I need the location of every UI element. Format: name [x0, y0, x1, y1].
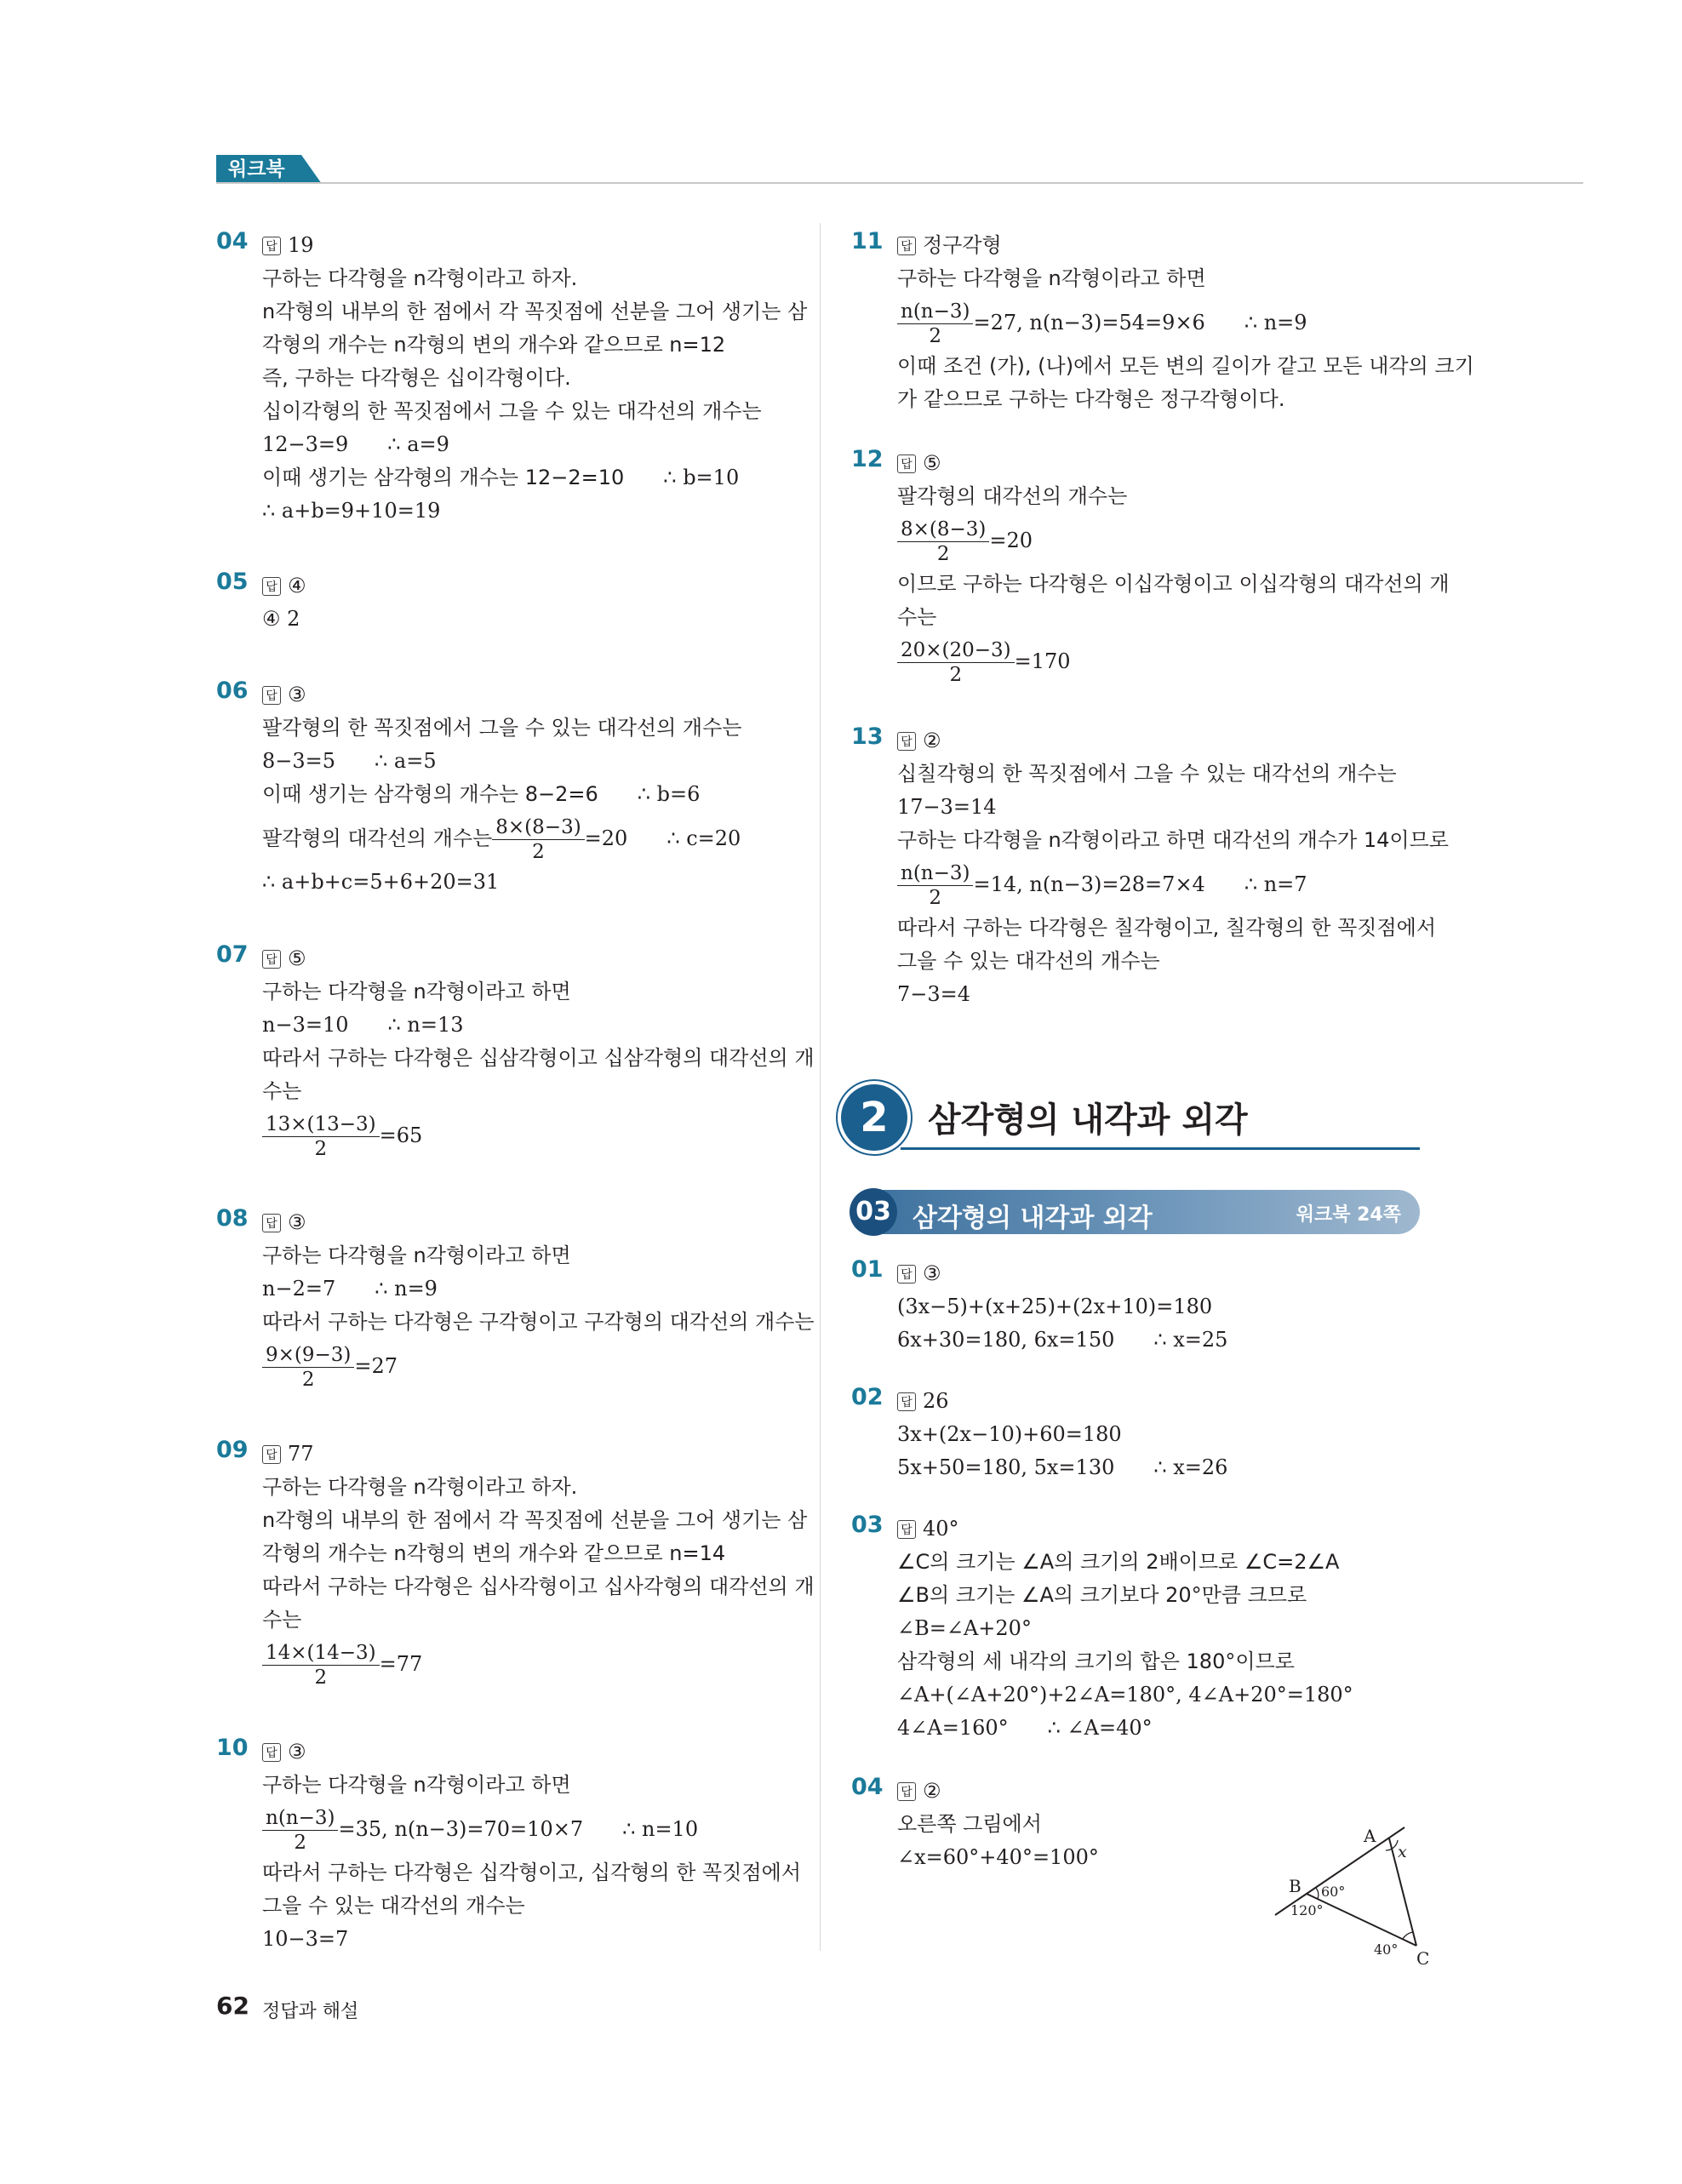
workbook-tag: 워크북 [216, 155, 301, 184]
text-line: 따라서 구하는 다각형은 십삼각형이고 십삼각형의 대각선의 개 [262, 1046, 815, 1070]
fraction [262, 1343, 354, 1392]
math-line: ∠B=∠A+20° [897, 1616, 1032, 1640]
math-line: ∴ a+b+c=5+6+20=31 [262, 870, 500, 894]
fraction [262, 1641, 380, 1689]
math-line [897, 1451, 1425, 1484]
math-line [897, 1324, 1425, 1357]
text-line: ④ 2 [262, 607, 300, 631]
fraction-line [262, 1637, 790, 1691]
answer: 정구각형 [923, 233, 1002, 257]
text-line: 십이각형의 한 꼭짓점에서 그을 수 있는 대각선의 개수는 [262, 399, 762, 423]
expr: 12−3=9 [262, 432, 349, 456]
answer-badge: 답 [897, 455, 916, 473]
vertex-label-c: C [1416, 1948, 1430, 1966]
answer-line [897, 1256, 1425, 1290]
section-number: 03 [850, 1188, 897, 1236]
result: =65 [379, 1123, 423, 1147]
fraction [897, 861, 973, 910]
math-line [262, 428, 790, 461]
conclusion: ∴ n=7 [1244, 872, 1307, 896]
result: =20 [584, 826, 628, 850]
text-line: 구하는 다각형을 n각형이라고 하면 [262, 980, 571, 1003]
chapter-heading [841, 1081, 1437, 1158]
answer: ② [923, 1779, 941, 1803]
fraction-line [262, 1802, 790, 1856]
conclusion: ∴ x=26 [1153, 1455, 1228, 1479]
problem-number: 01 [851, 1256, 884, 1283]
text-line: 구하는 다각형을 n각형이라고 하자. [262, 266, 578, 290]
answer-line [897, 446, 1425, 480]
fraction [262, 1112, 380, 1161]
math-line: 10−3=7 [262, 1927, 349, 1951]
text-line: 그을 수 있는 대각선의 개수는 [897, 949, 1160, 973]
math-line: (3x−5)+(x+25)+(2x+10)=180 [897, 1295, 1213, 1318]
problem-number: 07 [216, 941, 249, 968]
section-bar [851, 1190, 1420, 1234]
conclusion: ∴ n=13 [387, 1013, 464, 1037]
conclusion: ∴ n=9 [375, 1277, 438, 1301]
answer-line [897, 1384, 1425, 1418]
text-line: n각형의 내부의 한 점에서 각 꼭짓점에 선분을 그어 생기는 삼 [262, 1508, 808, 1532]
answer: ③ [923, 1261, 941, 1285]
text-line: 구하는 다각형을 n각형이라고 하면 [262, 1773, 571, 1797]
answer-badge: 답 [262, 950, 281, 969]
angle-label-x: x [1398, 1843, 1407, 1861]
text-line: 가 같으므로 구하는 다각형은 정구각형이다. [897, 387, 1285, 411]
numerator: 14×(14−3) [262, 1641, 380, 1666]
text-line: 수는 [897, 605, 937, 629]
math-line [262, 461, 790, 495]
denominator: 2 [929, 886, 942, 909]
expr: 5x+50=180, 5x=130 [897, 1455, 1115, 1479]
expr: n−3=10 [262, 1013, 349, 1037]
answer: ⑤ [923, 451, 941, 475]
text-line: 각형의 개수는 n각형의 변의 개수와 같으므로 n=14 [262, 1541, 726, 1565]
result: =27 [354, 1354, 398, 1378]
problem-number: 06 [216, 677, 249, 704]
text-line: 삼각형의 세 내각의 크기의 합은 180°이므로 [897, 1649, 1295, 1673]
numerator: n(n−3) [897, 300, 973, 324]
conclusion: ∴ ∠A=40° [1047, 1716, 1153, 1740]
math-line: ∠A+(∠A+20°)+2∠A=180°, 4∠A+20°=180° [897, 1683, 1353, 1707]
answer-badge: 답 [262, 1214, 281, 1232]
denominator: 2 [301, 1368, 315, 1391]
denominator: 2 [936, 542, 950, 565]
fraction-line [897, 513, 1425, 568]
text-line: 이때 조건 (가), (나)에서 모든 변의 길이가 같고 모든 내각의 크기 [897, 354, 1474, 378]
conclusion: ∴ a=5 [375, 749, 437, 773]
conclusion: ∴ n=9 [1244, 311, 1307, 334]
fraction [897, 300, 973, 348]
expr: 6x+30=180, 6x=150 [897, 1328, 1115, 1352]
problem-number: 02 [851, 1384, 884, 1410]
column-divider [820, 223, 821, 1951]
answer: 26 [923, 1389, 949, 1413]
text-line: 따라서 구하는 다각형은 십각형이고, 십각형의 한 꼭짓점에서 [262, 1861, 802, 1884]
text-line: 각형의 개수는 n각형의 변의 개수와 같으므로 n=12 [262, 333, 726, 357]
footer-title: 정답과 해설 [262, 2001, 359, 2022]
answer-badge: 답 [262, 237, 281, 255]
math-line: 17−3=14 [897, 795, 997, 819]
problem-number: 09 [216, 1437, 249, 1463]
text-line: 구하는 다각형을 n각형이라고 하면 [897, 266, 1206, 290]
answer-line [262, 1205, 790, 1239]
text-line: 이므로 구하는 다각형은 이십각형이고 이십각형의 대각선의 개 [897, 572, 1450, 596]
result: =14, n(n−3)=28=7×4 [973, 872, 1205, 896]
denominator: 2 [949, 663, 963, 686]
text-line: 구하는 다각형을 n각형이라고 하면 대각선의 개수가 14이므로 [897, 828, 1449, 852]
answer-badge: 답 [262, 686, 281, 705]
math-line [897, 1712, 1425, 1745]
numerator: n(n−3) [262, 1806, 338, 1831]
fraction [262, 1806, 338, 1855]
conclusion: ∴ n=10 [622, 1817, 699, 1841]
problem-number: 11 [851, 228, 884, 254]
answer-line [897, 1512, 1425, 1546]
answer-badge: 답 [262, 577, 281, 596]
page-number: 62 [216, 1992, 249, 2020]
answer: ③ [288, 683, 306, 706]
fraction-line [262, 1108, 790, 1163]
fraction-line [262, 1339, 790, 1393]
numerator: 9×(9−3) [262, 1343, 354, 1368]
answer-badge: 답 [262, 1445, 281, 1464]
angle-label-c-interior: 40° [1374, 1941, 1399, 1958]
text-line: 그을 수 있는 대각선의 개수는 [262, 1894, 525, 1918]
answer: 77 [288, 1442, 314, 1466]
answer: ③ [288, 1210, 306, 1234]
text-line: 구하는 다각형을 n각형이라고 하자. [262, 1475, 578, 1499]
fraction-line [262, 811, 790, 866]
chapter-number: 2 [841, 1084, 907, 1151]
angle-label-b-interior: 60° [1321, 1884, 1346, 1900]
header-rule [216, 182, 1583, 184]
result: =35, n(n−3)=70=10×7 [338, 1817, 584, 1841]
result: =20 [989, 529, 1033, 552]
text-line: 수는 [262, 1079, 302, 1103]
text-line: 구하는 다각형을 n각형이라고 하면 [262, 1244, 571, 1267]
numerator: 8×(8−3) [492, 815, 584, 840]
math-line: ∠x=60°+40°=100° [897, 1845, 1099, 1869]
numerator: 8×(8−3) [897, 517, 989, 542]
answer-badge: 답 [897, 732, 916, 751]
angle-arc-c [1403, 1932, 1413, 1939]
math-line [262, 745, 790, 778]
answer-line [262, 677, 790, 712]
section-reference: 워크북 24쪽 [1296, 1204, 1401, 1226]
workbook-tag-tail [301, 155, 322, 184]
denominator: 2 [314, 1137, 328, 1160]
math-line: 7−3=4 [897, 982, 971, 1006]
angle-arc-b [1316, 1888, 1319, 1899]
answer-line [262, 1735, 790, 1769]
answer-line [897, 723, 1425, 758]
problem-number: 04 [216, 228, 249, 254]
text-line: 수는 [262, 1608, 302, 1632]
answer-line [897, 228, 1425, 262]
text-line: 팔각형의 한 꼭짓점에서 그을 수 있는 대각선의 개수는 [262, 716, 742, 740]
expr: n−2=7 [262, 1277, 336, 1301]
expr: 8−3=5 [262, 749, 336, 773]
conclusion: ∴ a=9 [387, 432, 449, 456]
problem-number: 05 [216, 569, 249, 595]
math-line [262, 1272, 790, 1306]
label: 팔각형의 대각선의 개수는 [262, 826, 493, 850]
answer: ② [923, 729, 941, 752]
expr: 이때 생기는 삼각형의 개수는 12−2=10 [262, 466, 625, 489]
result: =77 [379, 1652, 423, 1676]
vertex-label-a: A [1364, 1826, 1376, 1846]
text-line: 오른쪽 그림에서 [897, 1812, 1042, 1836]
numerator: 20×(20−3) [897, 638, 1015, 663]
answer-line [262, 1437, 790, 1471]
text-line: n각형의 내부의 한 점에서 각 꼭짓점에 선분을 그어 생기는 삼 [262, 300, 808, 323]
text-line: 따라서 구하는 다각형은 구각형이고 구각형의 대각선의 개수는 [262, 1310, 815, 1334]
problem-number: 12 [851, 446, 884, 472]
conclusion: ∴ b=6 [637, 782, 701, 806]
answer-line [262, 569, 790, 603]
fraction [897, 517, 989, 566]
fraction [492, 815, 584, 864]
answer: 19 [288, 233, 314, 257]
problem-number: 04 [851, 1774, 884, 1800]
answer-badge: 답 [897, 1265, 916, 1284]
denominator: 2 [294, 1831, 307, 1854]
triangle-figure [1260, 1787, 1430, 1966]
denominator: 2 [532, 840, 545, 863]
text-line: 팔각형의 대각선의 개수는 [897, 484, 1128, 508]
expr: 이때 생기는 삼각형의 개수는 8−2=6 [262, 782, 598, 806]
numerator: n(n−3) [897, 861, 973, 886]
problem-number: 03 [851, 1512, 884, 1538]
text-line: 십칠각형의 한 꼭짓점에서 그을 수 있는 대각선의 개수는 [897, 762, 1397, 786]
answer-badge: 답 [897, 1520, 916, 1539]
math-line: 3x+(2x−10)+60=180 [897, 1422, 1122, 1446]
fraction-line [897, 295, 1425, 350]
fraction [897, 638, 1015, 687]
angle-label-b-exterior: 120° [1290, 1902, 1324, 1918]
fraction-line [897, 634, 1425, 689]
math-line [262, 1009, 790, 1042]
result: =27, n(n−3)=54=9×6 [973, 311, 1205, 334]
answer-line [262, 228, 790, 262]
answer-badge: 답 [897, 237, 916, 255]
text-line: ∠B의 크기는 ∠A의 크기보다 20°만큼 크므로 [897, 1583, 1307, 1607]
vertex-label-b: B [1289, 1876, 1302, 1896]
result: =170 [1014, 649, 1071, 673]
answer-line [262, 941, 790, 975]
math-line [262, 778, 790, 811]
chapter-title: 삼각형의 내각과 외각 [928, 1101, 1248, 1140]
conclusion: ∴ b=10 [663, 466, 740, 489]
conclusion: ∴ x=25 [1153, 1328, 1228, 1352]
section-title: 삼각형의 내각과 외각 [913, 1203, 1153, 1233]
denominator: 2 [314, 1666, 328, 1689]
answer-badge: 답 [897, 1392, 916, 1411]
text-line: 따라서 구하는 다각형은 칠각형이고, 칠각형의 한 꼭짓점에서 [897, 916, 1437, 940]
chapter-underline [901, 1147, 1420, 1150]
answer: ④ [288, 574, 306, 597]
text-line: 따라서 구하는 다각형은 십사각형이고 십사각형의 대각선의 개 [262, 1575, 815, 1598]
problem-number: 13 [851, 723, 884, 750]
fraction-line [897, 857, 1425, 912]
answer: 40° [923, 1517, 959, 1541]
denominator: 2 [929, 324, 942, 347]
text-line: ∠C의 크기는 ∠A의 크기의 2배이므로 ∠C=2∠A [897, 1550, 1340, 1574]
answer: ⑤ [288, 946, 306, 970]
math-line: ∴ a+b=9+10=19 [262, 499, 441, 523]
answer: ③ [288, 1740, 306, 1764]
problem-number: 10 [216, 1735, 249, 1761]
expr: 4∠A=160° [897, 1716, 1009, 1740]
answer-badge: 답 [897, 1782, 916, 1801]
problem-number: 08 [216, 1205, 249, 1232]
text-line: 즉, 구하는 다각형은 십이각형이다. [262, 366, 571, 390]
conclusion: ∴ c=20 [667, 826, 741, 850]
numerator: 13×(13−3) [262, 1112, 380, 1137]
answer-badge: 답 [262, 1743, 281, 1762]
